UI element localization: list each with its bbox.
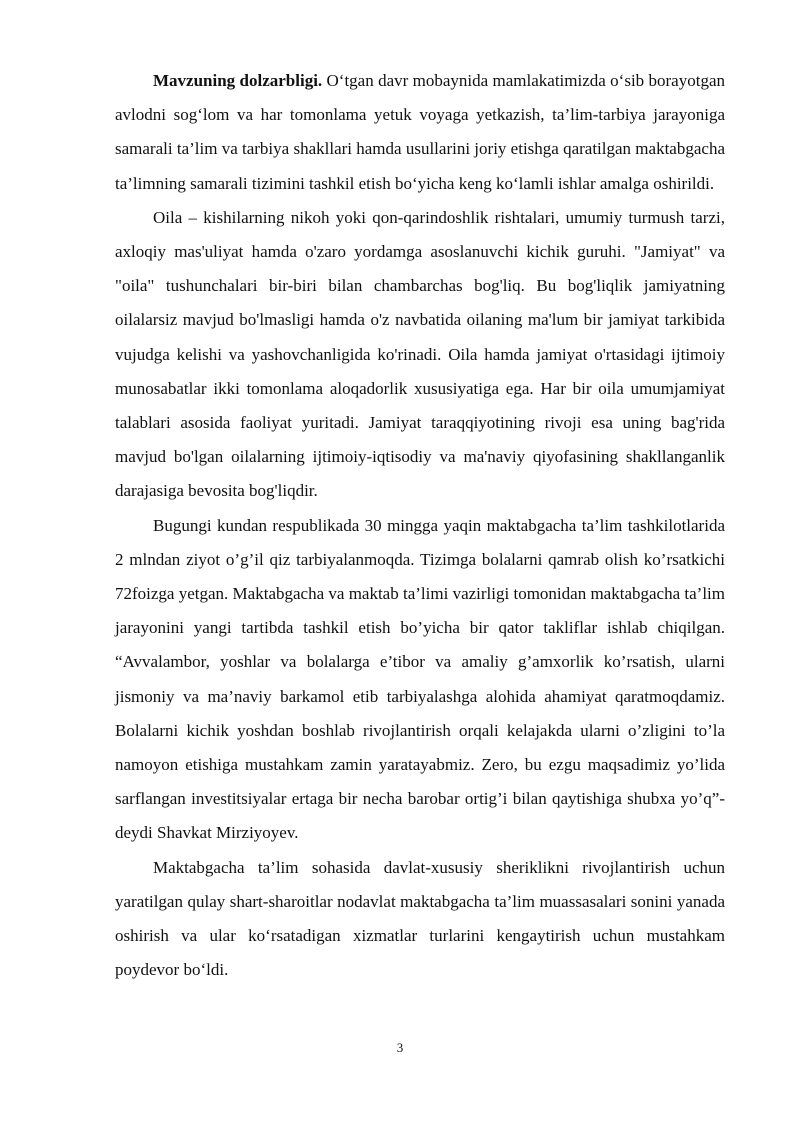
paragraph-statistics: Bugungi kundan respublikada 30 mingga yaqin maktabgacha ta’lim tashkilotlarida 2 mlndan ziyot o’g’il qiz tarbiyalanmoqda. Tizimga bolalarni qamrab olish ko’rsatkichi 72foizga yetgan. Maktabgacha va maktab ta’limi vazirligi tomonidan maktabgacha ta’lim jarayonini yangi tartibda tashkil etish bo’yicha bir qator takliflar ishlab chiqilgan. “Avvalambor, yoshlar va bolalarga e’tibor va amaliy g’amxorlik ko’rsatish, ularni jismoniy va ma’naviy barkamol etib tarbiyalashga alohida ahamiyat qaratmoqdamiz. Bolalarni kichik yoshdan boshlab rivojlantirish orqali kelajakda ularni o’zligini to’la namoyon etishiga mustahkam zamin yaratayabmiz. Zero, bu ezgu maqsadimiz yo’lida sarflangan investitsiyalar ertaga bir necha barobar ortig’i bilan qaytishiga shubxa yo’q”- deydi Shavkat Mirziyoyev.	[115, 515, 725, 843]
paragraph-partnership: Maktabgacha ta’lim sohasida davlat-xususiy sheriklikni rivojlantirish uchun yaratilgan qulay shart-sharoitlar nodavlat maktabgacha ta’lim muassasalari sonini yanada oshirish va ular ko‘rsatadigan xizmatlar turlarini kengaytirish uchun mustahkam poydevor bo‘ldi.	[115, 857, 725, 980]
page-number: 3	[396, 1040, 404, 1055]
paragraph-relevance	[115, 64, 725, 201]
paragraph-text: O‘tgan davr mobaynida mamlakatimizda o‘sib borayotgan avlodni sog‘lom va har tomonlama yetuk voyaga yetkazish, ta’lim-tarbiya jarayoniga samarali ta’lim va tarbiya shakllari hamda usullarini joriy etishga qaratilgan maktabgacha ta’limning samarali tizimini tashkil etish bo‘yicha keng ko‘lamli ishlar amalga oshirildi.	[115, 71, 725, 193]
section-lead-heading: Mavzuning dolzarbligi.	[153, 71, 323, 90]
paragraph-family: Oila – kishilarning nikoh yoki qon-qarindoshlik rishtalari, umumiy turmush tarzi, axloqiy mas'uliyat hamda o'zaro yordamga asoslanuvchi kichik guruhi. "Jamiyat" va "oila" tushunchalari bir-biri bilan chambarchas bog'liq. Bu bog'liqlik jamiyatning oilalarsiz mavjud bo'lmasligi hamda o'z navbatida oilaning ma'lum bir jamiyat tarkibida vujudga kelishi va yashovchanligida ko'rinadi. Oila hamda jamiyat o'rtasidagi ijtimoiy munosabatlar ikki tomonlama aloqadorlik xususiyatiga ega. Har bir oila umumjamiyat talablari asosida faoliyat yuritadi. Jamiyat taraqqiyotining rivoji esa uning bag'rida mavjud bo'lgan oilalarning ijtimoiy-iqtisodiy va ma'naviy qiyofasining shakllanganlik darajasiga bevosita bog'liqdir.	[115, 207, 725, 501]
document-body	[115, 64, 725, 987]
